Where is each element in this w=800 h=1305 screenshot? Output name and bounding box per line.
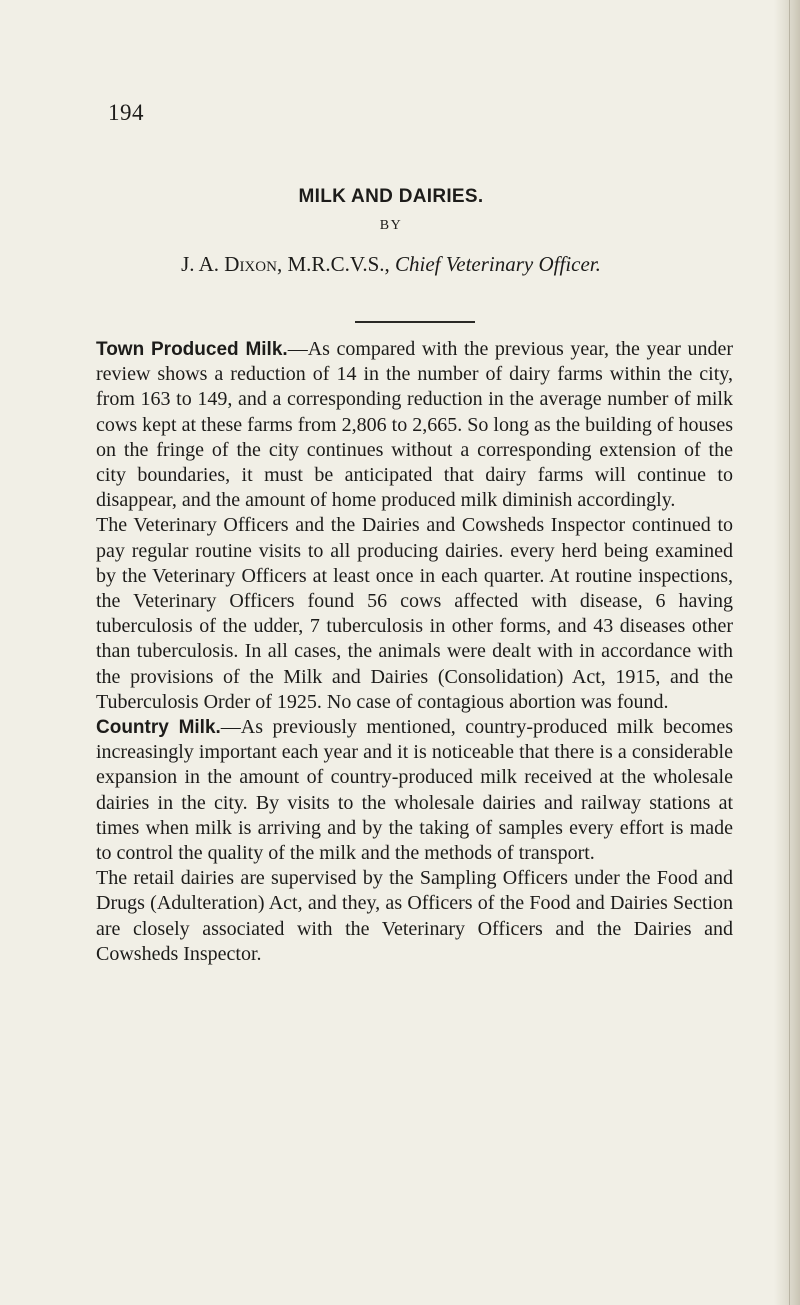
section-heading-town-produced-milk: Town Produced Milk. [96, 339, 288, 360]
paragraph-text: —As compared with the previous year, the year under review shows a reduction of 14 in the number of dairy farms within the city, from 163 to 149, and a corresponding reduction in the average number of milk cows kept at these farms from 2,806 to 2,665. So long as the building of houses on the fringe of the city continues without a corresponding extension of the city boundaries, it must be anticipated that dairy farms will continue to disappear, and the amount of home produced milk diminish accordingly. [96, 338, 733, 512]
author-line [0, 252, 782, 277]
section-heading-country-milk: Country Milk. [96, 717, 221, 739]
author-qualifications: , M.R.C.V.S., [276, 252, 396, 276]
paragraph-country-milk [96, 715, 733, 866]
paragraph-text: The Veterinary Officers and the Dairies and Cowsheds Inspector continued to pay regular routine visits to all producing dairies. every herd being examined by the Veterinary Officers at least once in each quarter. At routine inspections, the Veterinary Officers found 56 cows affected with disease, 6 having tuberculosis of the udder, 7 tuberculosis in other forms, and 43 diseases other than tuberculosis. In all cases, the animals were dealt with in accordance with the provisions of the Milk and Dairies (Consolidation) Act, 1915, and the Tuberculosis Order of 1925. No case of contagious abortion was found. [96, 514, 733, 713]
article-body [96, 337, 733, 967]
paragraph-text: The retail dairies are supervised by the Sampling Officers under the Food and Drugs (Adulteration) Act, and they, as Officers of the Food and Dairies Section are closely associated with the Veterinary Officers and the Dairies and Cowsheds Inspector. [96, 867, 733, 965]
paragraph-text: —As previously mentioned, country-produced milk becomes increasingly important each year and it is noticeable that there is a considerable expansion in the amount of country-produced milk received at the wholesale dairies in the city. By visits to the wholesale dairies and railway stations at times when milk is arriving and by the taking of samples every effort is made to control the quality of the milk and the methods of transport. [96, 716, 733, 865]
paragraph-veterinary-inspections [96, 513, 733, 715]
section-divider [355, 321, 475, 323]
author-name: J. A. Dixon [181, 252, 277, 276]
paragraph-town-produced-milk [96, 337, 733, 513]
paragraph-retail-dairies [96, 866, 733, 967]
article-title: MILK AND DAIRIES. [298, 186, 484, 207]
byline-by: BY [379, 218, 403, 233]
author-title: Chief Veterinary Officer. [395, 252, 601, 276]
page-edge-line [789, 0, 790, 1305]
page-number: 194 [108, 100, 144, 125]
